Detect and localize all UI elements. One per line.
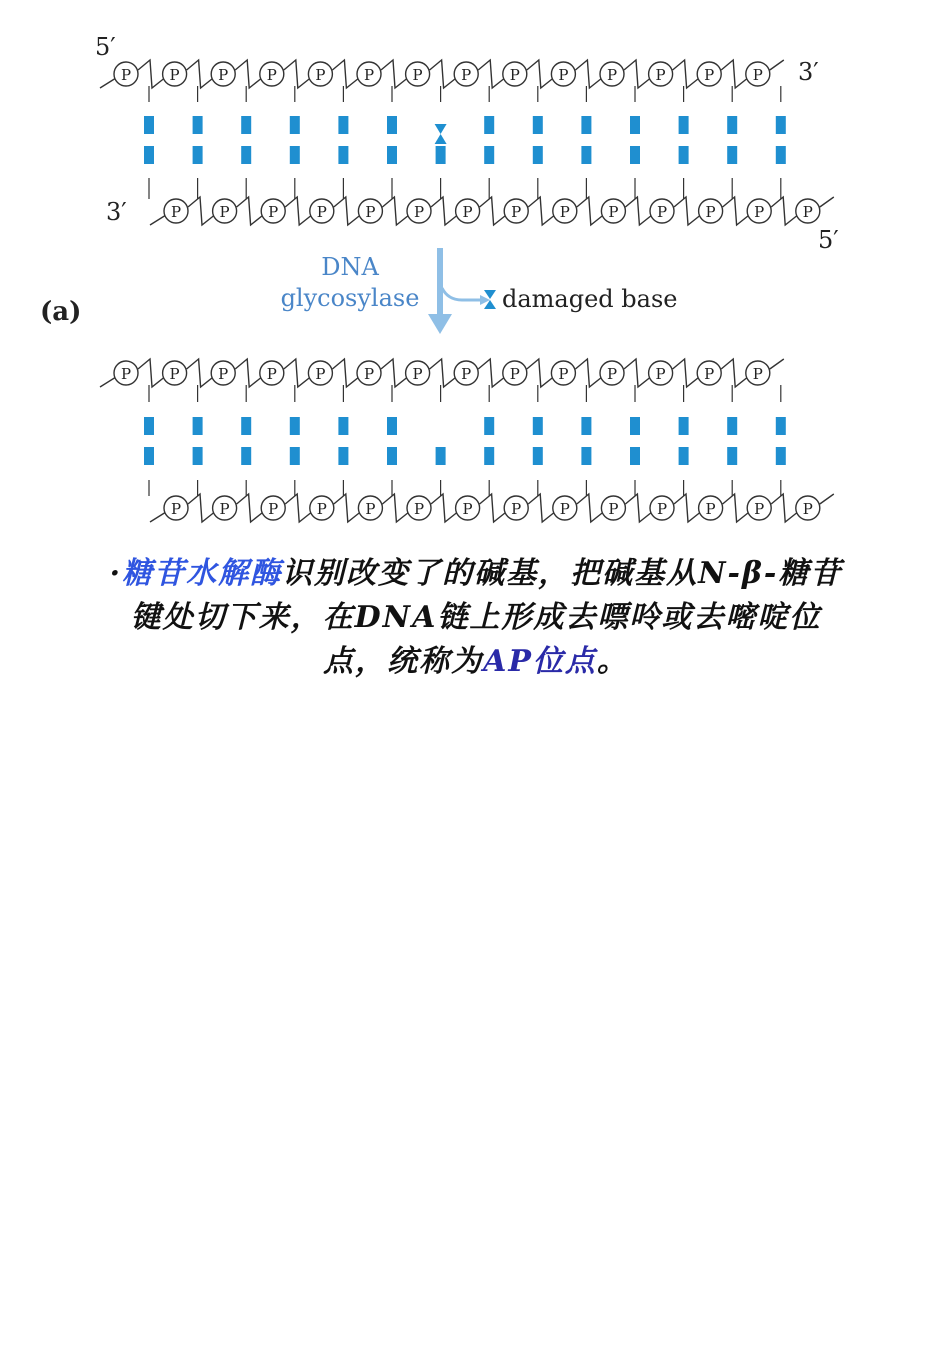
lower-base — [679, 146, 689, 164]
caption-end: 。 — [596, 644, 629, 679]
damaged-base-top — [435, 124, 447, 134]
top-duplex-upper-phosphate-label: P — [169, 66, 180, 84]
top-duplex-upper-phosphate-label: P — [218, 66, 229, 84]
repaired-dna-duplex — [100, 359, 834, 522]
upper-base — [387, 116, 397, 134]
top-duplex-upper-backbone-end — [770, 60, 784, 70]
top-duplex-upper-sugar-link — [138, 60, 165, 88]
upper-base — [776, 417, 786, 435]
bottom-duplex-upper-sugar-link — [527, 359, 554, 387]
upper-base — [484, 116, 494, 134]
bottom-strand-3prime-label: 3′ — [106, 198, 127, 226]
bottom-duplex-lower-phosphate-label: P — [608, 500, 619, 518]
top-duplex-upper-sugar-link — [430, 60, 457, 88]
caption — [100, 552, 852, 684]
lower-base — [533, 146, 543, 164]
upper-base — [193, 417, 203, 435]
top-duplex-lower-phosphate-label: P — [656, 203, 668, 221]
bottom-duplex-lower-sugar-link — [431, 494, 458, 522]
reaction-arrow — [428, 248, 490, 334]
bottom-duplex-lower-sugar-link — [577, 494, 604, 522]
lower-base — [727, 447, 737, 465]
bottom-duplex-upper-phosphate-label: P — [315, 365, 326, 383]
upper-base — [581, 116, 591, 134]
top-strand-3prime-label: 3′ — [798, 58, 819, 86]
top-duplex-upper-phosphate-label: P — [266, 66, 277, 84]
damaged-base-bottom — [435, 134, 447, 144]
top-duplex-lower-sugar-link — [188, 197, 215, 225]
top-duplex-upper-sugar-link — [235, 60, 262, 88]
top-duplex-lower-phosphate-label: P — [754, 203, 765, 221]
lower-base — [290, 447, 300, 465]
top-duplex-upper-phosphate-label: P — [704, 66, 715, 84]
top-duplex-upper-sugar-link — [575, 60, 602, 88]
bottom-duplex-lower-sugar-link — [188, 494, 215, 522]
top-duplex-lower-phosphate-label: P — [170, 203, 182, 221]
bottom-duplex-upper-phosphate-label: P — [363, 365, 375, 383]
bottom-duplex-upper-sugar-link — [478, 359, 505, 387]
top-duplex-lower-phosphate-label: P — [365, 203, 376, 221]
top-duplex-lower-sugar-link — [431, 197, 458, 225]
upper-base — [290, 116, 300, 134]
top-duplex-lower-sugar-link — [674, 197, 701, 225]
top-duplex-upper-phosphate-label: P — [655, 66, 666, 84]
top-strand-5prime-label: 5′ — [95, 33, 116, 61]
lower-base — [241, 447, 251, 465]
bottom-duplex-upper-sugar-link — [430, 359, 457, 387]
top-duplex-lower-sugar-link — [480, 197, 507, 225]
lower-base — [144, 146, 154, 164]
bottom-duplex-lower-phosphate-label: P — [219, 500, 230, 518]
partner-base — [436, 447, 446, 465]
bottom-duplex-upper-phosphate-label: P — [655, 365, 666, 383]
top-duplex-upper-phosphate-label: P — [461, 66, 472, 84]
bottom-duplex-lower-phosphate-label: P — [170, 500, 182, 518]
bottom-duplex-upper-phosphate-label: P — [218, 365, 229, 383]
upper-base — [484, 417, 494, 435]
lower-base — [484, 447, 494, 465]
bottom-duplex-upper-sugar-link — [381, 359, 408, 387]
upper-base — [241, 116, 251, 134]
bottom-duplex-lower-sugar-link — [771, 494, 798, 522]
bottom-duplex-lower-sugar-link — [285, 494, 312, 522]
bottom-duplex-upper-sugar-link — [575, 359, 602, 387]
bottom-duplex-lower-phosphate-label: P — [656, 500, 668, 518]
bottom-duplex-upper-sugar-link — [624, 359, 651, 387]
lower-base — [630, 447, 640, 465]
upper-base — [679, 417, 689, 435]
bottom-duplex-lower-phosphate-label: P — [754, 500, 765, 518]
lower-base — [193, 447, 203, 465]
bottom-duplex-lower-sugar-link — [674, 494, 701, 522]
bottom-duplex-lower-phosphate-label: P — [268, 500, 279, 518]
bottom-duplex-upper-sugar-link — [284, 359, 311, 387]
bottom-duplex-lower-sugar-link — [528, 494, 555, 522]
caption-lead: · — [109, 556, 123, 591]
top-duplex-lower-sugar-link — [625, 197, 652, 225]
upper-base — [533, 116, 543, 134]
upper-base — [338, 417, 348, 435]
top-duplex-lower-backbone-start — [150, 215, 166, 225]
lower-base — [338, 447, 348, 465]
bottom-duplex-upper-phosphate-label: P — [412, 365, 423, 383]
lower-base — [290, 146, 300, 164]
upper-base — [338, 116, 348, 134]
top-duplex-lower-sugar-link — [528, 197, 555, 225]
top-duplex-lower-phosphate-label: P — [705, 203, 716, 221]
caption-text: 识别改变了的碱基，把碱基从N-β-糖苷键处切下来，在DNA链上形成去嘌呤或去嘧啶位点，统称为 — [130, 556, 843, 679]
top-duplex-lower-phosphate-label: P — [462, 203, 473, 221]
top-duplex-upper-sugar-link — [673, 60, 700, 88]
bottom-duplex-lower-phosphate-label: P — [316, 500, 327, 518]
bottom-duplex-upper-sugar-link — [673, 359, 700, 387]
bottom-duplex-lower-backbone-start — [150, 512, 166, 522]
top-duplex-upper-sugar-link — [527, 60, 554, 88]
bottom-duplex-lower-backbone-end — [820, 494, 834, 504]
top-duplex-lower-phosphate-label: P — [219, 203, 230, 221]
top-duplex-upper-phosphate-label: P — [412, 66, 423, 84]
top-duplex-lower-phosphate-label: P — [511, 203, 522, 221]
upper-base — [679, 116, 689, 134]
upper-base — [533, 417, 543, 435]
top-duplex-lower-backbone-end — [820, 197, 834, 207]
top-duplex-upper-backbone-start — [100, 78, 116, 88]
lower-base — [533, 447, 543, 465]
upper-base — [581, 417, 591, 435]
top-duplex-upper-sugar-link — [624, 60, 651, 88]
bottom-duplex-upper-phosphate-label: P — [266, 365, 277, 383]
bottom-duplex-upper-backbone-end — [770, 359, 784, 369]
bottom-duplex-lower-sugar-link — [334, 494, 361, 522]
top-duplex-lower-sugar-link — [577, 197, 604, 225]
bottom-duplex-upper-sugar-link — [235, 359, 262, 387]
top-duplex-lower-sugar-link — [382, 197, 409, 225]
lower-base — [727, 146, 737, 164]
bottom-duplex-upper-backbone-start — [100, 377, 116, 387]
top-duplex-lower-sugar-link — [334, 197, 361, 225]
bottom-duplex-lower-phosphate-label: P — [559, 500, 570, 518]
lower-base — [338, 146, 348, 164]
lower-base — [387, 447, 397, 465]
top-duplex-lower-sugar-link — [771, 197, 798, 225]
top-duplex-upper-phosphate-label: P — [120, 66, 132, 84]
bottom-duplex-upper-phosphate-label: P — [752, 365, 763, 383]
bottom-duplex-lower-sugar-link — [723, 494, 750, 522]
top-duplex-upper-sugar-link — [478, 60, 505, 88]
top-duplex-lower-sugar-link — [237, 197, 264, 225]
upper-base — [290, 417, 300, 435]
bottom-duplex-lower-sugar-link — [480, 494, 507, 522]
bottom-strand-5prime-label: 5′ — [818, 226, 839, 254]
top-duplex-upper-phosphate-label: P — [363, 66, 375, 84]
bottom-duplex-upper-phosphate-label: P — [606, 365, 618, 383]
bottom-duplex-upper-sugar-link — [187, 359, 214, 387]
bottom-duplex-lower-phosphate-label: P — [365, 500, 376, 518]
bottom-duplex-upper-phosphate-label: P — [509, 365, 520, 383]
top-duplex-lower-sugar-link — [723, 197, 750, 225]
bottom-duplex-upper-sugar-link — [332, 359, 359, 387]
enzyme-label-line1: DNA — [321, 253, 379, 281]
panel-label: (a) — [40, 297, 82, 327]
top-duplex-upper-sugar-link — [381, 60, 408, 88]
bottom-duplex-lower-sugar-link — [237, 494, 264, 522]
upper-base — [630, 116, 640, 134]
top-duplex-lower-phosphate-label: P — [413, 203, 425, 221]
bottom-duplex-upper-sugar-link — [138, 359, 165, 387]
lower-base — [484, 146, 494, 164]
lower-base — [630, 146, 640, 164]
upper-base — [144, 417, 154, 435]
lower-base — [776, 447, 786, 465]
top-duplex-upper-phosphate-label: P — [509, 66, 520, 84]
bottom-duplex-lower-phosphate-label: P — [511, 500, 522, 518]
top-duplex-lower-phosphate-label: P — [268, 203, 279, 221]
bottom-duplex-upper-sugar-link — [721, 359, 748, 387]
top-duplex-upper-sugar-link — [284, 60, 311, 88]
enzyme-label-line2: glycosylase — [280, 284, 420, 312]
upper-base — [144, 116, 154, 134]
bottom-duplex-upper-phosphate-label: P — [461, 365, 472, 383]
top-duplex-upper-sugar-link — [721, 60, 748, 88]
top-duplex-lower-phosphate-label: P — [608, 203, 619, 221]
lower-base — [776, 146, 786, 164]
bottom-duplex-lower-sugar-link — [382, 494, 409, 522]
bottom-duplex-upper-phosphate-label: P — [558, 365, 569, 383]
lower-base — [387, 146, 397, 164]
top-duplex-upper-sugar-link — [332, 60, 359, 88]
lower-base — [144, 447, 154, 465]
top-duplex-lower-phosphate-label: P — [316, 203, 327, 221]
top-duplex-lower-sugar-link — [285, 197, 312, 225]
caption-ap-site: AP位点 — [483, 644, 597, 679]
lower-base — [581, 146, 591, 164]
bottom-duplex-lower-phosphate-label: P — [462, 500, 473, 518]
lower-base — [193, 146, 203, 164]
upper-base — [193, 116, 203, 134]
lower-base — [679, 447, 689, 465]
top-duplex-upper-phosphate-label: P — [315, 66, 326, 84]
bottom-duplex-lower-sugar-link — [625, 494, 652, 522]
upper-base — [241, 417, 251, 435]
top-duplex-upper-phosphate-label: P — [606, 66, 618, 84]
intact-dna-duplex — [100, 60, 834, 225]
upper-base — [630, 417, 640, 435]
upper-base — [387, 417, 397, 435]
bottom-duplex-upper-phosphate-label: P — [704, 365, 715, 383]
partner-base — [436, 146, 446, 164]
bottom-duplex-upper-phosphate-label: P — [120, 365, 132, 383]
top-duplex-lower-phosphate-label: P — [559, 203, 570, 221]
lower-base — [581, 447, 591, 465]
bottom-duplex-lower-phosphate-label: P — [705, 500, 716, 518]
bottom-duplex-upper-phosphate-label: P — [169, 365, 180, 383]
bottom-duplex-lower-phosphate-label: P — [802, 500, 813, 518]
lower-base — [241, 146, 251, 164]
dna-glycosylase-diagram — [0, 0, 952, 560]
top-duplex-upper-phosphate-label: P — [752, 66, 763, 84]
upper-base — [727, 116, 737, 134]
top-duplex-upper-phosphate-label: P — [558, 66, 569, 84]
top-duplex-lower-phosphate-label: P — [802, 203, 813, 221]
damaged-base-legend-label: damaged base — [502, 285, 678, 313]
bottom-duplex-lower-phosphate-label: P — [413, 500, 425, 518]
upper-base — [776, 116, 786, 134]
top-duplex-upper-sugar-link — [187, 60, 214, 88]
upper-base — [727, 417, 737, 435]
caption-enzyme-name: 糖苷水解酶 — [122, 556, 283, 591]
